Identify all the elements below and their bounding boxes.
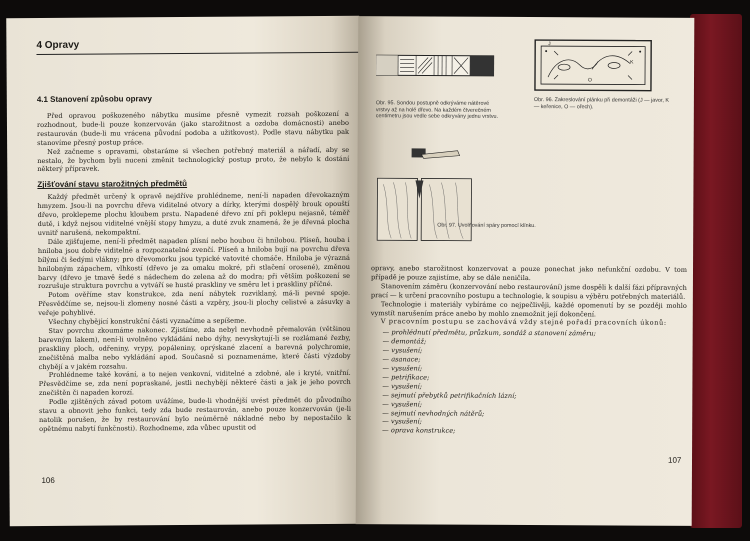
left-page [6,16,363,526]
figure-97 [375,144,476,249]
paragraph: Každý předmět určený k opravě nejdříve prohlédneme, není-li napaden dřevokazným hmyzem. Jsou-li na povrchu dřeva viditelné otvory a dírky, kterými dospělý brouk opouští dřevo, proklepeme plochu kloubem prstu. Napadené dřevo zní při poklepu nejasně, téměř dutě, i když nejsou viditelné vnější stopy hmyzu, a duté zvuk znamená, že je dřevná plocha uvnitř narušená, nekompaktní. [37,191,350,237]
figure-95 [376,54,494,81]
page-number: 106 [41,475,55,486]
wedge-joint-icon [375,144,476,245]
list-item: — sejmutí nevhodných nátěrů; [382,408,485,418]
paragraph: Prohlédneme také kování, a to nejen venkovní, viditelné a zdobné, ale i kryté, vnitřní. Přesvědčíme se, zda není popraskané, jestli nechybějí některé části a jak je jeho povrch znečištěn či napaden korozí. [38,369,351,398]
paragraph: Dále zjišťujeme, není-li předmět napaden plísní nebo houbou či hnilobou. Plíseň, houba i hniloba jsou dobře viditelné a rozpoznatelné zvenčí. Plíseň a hniloba bují na povrchu dřeva bílými či šedými vlákny; pro dřevomorku jsou typické vatovité chomáče. Hniloba je výrazná hnilobným zápachem, vlhkostí (dřevo je za omaku mokré, při stlačení orosené), změnou barvy (dřevo je tmavě šedé s nádechem do zelena až do modra; při větším poškození se rozrušuje struktura povrchu a vytváří se husté praskliny ve směru let i praskliny příčné. [37,235,351,291]
label-k: K [630,59,634,66]
list-item: — oprava konstrukce; [382,426,456,435]
list-item: — vysušení; [382,399,422,409]
figure-96 [534,39,652,96]
list-item: — vysušení; [382,417,422,426]
paragraph: V pracovním postupu se zachovává vždy stejné pořadí pracovních úkonů: [380,317,667,328]
list-item: — sejmutí přebytků petrifikačních lázní; [382,390,517,400]
paragraph: Podle zjištěných závad potom uvážíme, bude-li vhodnější uvést předmět do původního stavu a obnovit jeho funkci, tedy zda bude restaurován, anebo pouze konzervován (je-li natolik porušen, že by restaurování bylo neúměrně nákladné nebo by nepostačilo k opětnému nabytí funkčnosti). Rozhodneme, zda vůbec upustit od [38,396,352,433]
list-item: — vysušení; [382,364,423,373]
subsection-title: Zjišťování stavu starožitných předmětů [37,179,188,190]
right-page [356,16,695,526]
figure-97-caption: Obr. 97. Uvolňování spáry pomocí klínku. [437,222,536,230]
figure-96-caption: Obr. 96. Zakreslování plánku při demontáži (J — javor, K — keřenice, O — ořech). [533,97,670,110]
paragraph: Než začneme s opravami, obstaráme si všechen potřebný materiál a nářadí, aby se nestalo, že bychom byli nuceni změnit technologický postup proto, že nebylo k dostání některý přípravek. [37,145,350,174]
book-cover-edge [690,14,742,528]
figure-95-caption: Obr. 95. Sondou postupně odkrýváme nátěrové vrstvy až na holé dřevo. Na každém čtverečném centimetru jsou vedle sebe odkryvány jednu vrstvu. [375,100,499,120]
chapter-title: 4 Opravy [36,38,362,55]
paragraph: Před opravou poškozeného nábytku musíme přesně vymezit rozsah poškození a rozhodnout, bude-li pouze konzervován (jako starožitnost a ozdoba domácnosti) anebo restaurován (bude-li mu vrácena původní podoba a užitkovost). Podle stavu nábytku pak stanovíme přesný postup práce. [36,109,350,147]
list-item: — vysušení; [382,346,423,355]
list-item: — demontáž; [382,337,427,346]
list-item: — petrifikace; [382,373,430,382]
paragraph: opravy, anebo starožitnost konzervovat a pouze ponechat jako nefunkční ozdobu. V tom případě je pouze zajistíme, aby se dále neničila. [370,264,688,282]
list-item: — vysušení; [382,382,423,391]
list-item: — prohlédnutí předmětu, průzkum, sondáž a stanovení záměru; [382,328,596,338]
section-title: 4.1 Stanovení způsobu opravy [36,94,152,105]
paragraph: Technologie i materiály vybíráme co nejpečlivěji, každé opomenutí by se později mohlo vymstít narušením práce anebo by mohlo znemožnit její dokončení. [370,299,687,318]
paragraph: Všechny chybějící konstrukční části vyznačíme a sepíšeme. [48,316,247,326]
work-steps-list [370,329,687,438]
page-number: 107 [667,455,682,465]
paragraph: Potom ověříme stav konstrukce, zda není nábytek rozviklaný, má-li pevné spoje. Přesvědčíme se, nejsou-li zlomeny nosné části a vzpěry, jsou-li plochy celistvé a zásuvky a veřeje pohyblivé. [38,289,351,318]
list-item: — asanace; [382,355,421,364]
label-o: O [587,77,592,84]
label-j: J [548,41,551,48]
paragraph: Stanovením záměru (konzervování nebo restaurování) jsme dospěli k další fázi přípravných prací — k určení pracovního postupu a technologie, k soupisu a výběru potřebných materiálů. [370,282,687,301]
paint-layers-strip-icon [376,54,494,77]
paragraph: Stav povrchu zkoumáme nakonec. Zjistíme, zda nebyl nevhodně přemalován (většinou barevným lakem), není-li uvolněno vykládání nebo dýhy, nevyskytují-li se rozlámané řezby, praskliny ploch, odřeniny, vrypy, popáleniny, oprýskané zlacení a barevná polychromie, znečištěná malba nebo vykládání apod. Současně si poznamenáme, které části výzdoby chybějí a v jakém rozsahu. [38,324,351,371]
inlay-plan-icon [534,39,652,92]
